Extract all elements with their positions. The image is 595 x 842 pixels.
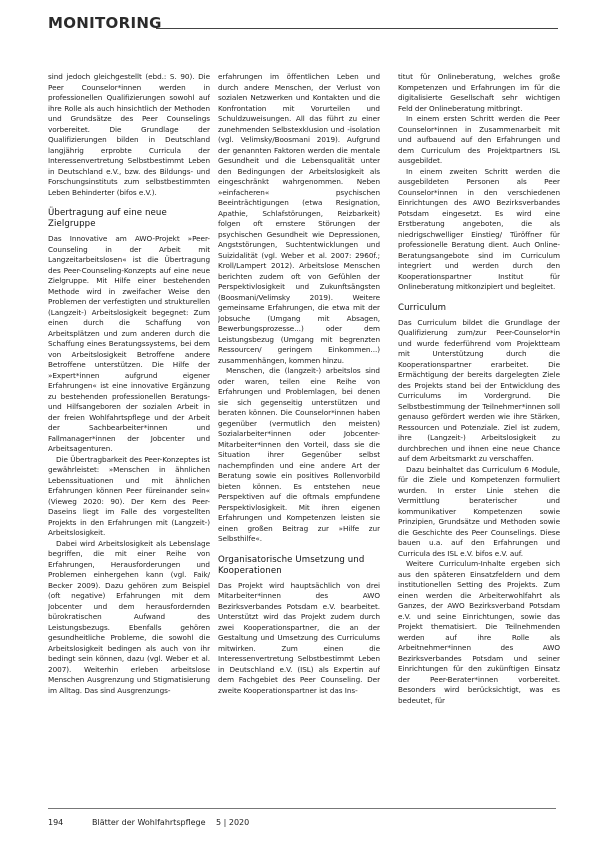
section-heading: Übertragung auf eine neue Zielgruppe xyxy=(48,208,167,229)
body-paragraph: erfahrungen im öffentlichen Leben und durch andere Menschen, der Verlust von sozialen Netzwerken und Kontakten und die Konfrontation mit Vorurteilen und Schuldzuweisungen. All das führt zu einer zunehmenden Selbstexklusion und -isolation (vgl. Velimsky/Boosmani 2019). Aufgrund der genannten Faktoren werden die mentale Gesundheit und die Lebensqualität unter den Bedingungen der Arbeitslosigkeit als eingeschränkt wahrgenommen. Neben »einfacheren« psychischen Beeinträchtigungen (etwa Resignation, Apathie, Schlafstörungen, Reizbarkeit) folgen oft ernstere Störungen der psychischen Gesundheit wie Depressionen, Angststörungen, Suchtentwicklungen und Suizidalität (vgl. Weber et al. 2007: 2960f.; Kroll/Lampert 2012). Arbeitslose Menschen berichten zudem oft von Gefühlen der Perspektivlosigkeit und Zukunftsängsten (Boosmani/Velimsky 2019). Weitere gemeinsame Erfahrungen, die etwa mit der Jobsuche (Umgang mit Absagen, Bewerbungsprozesse...) oder dem Leistungsbezug (Umgang mit begrenzten Ressourcen/ geringem Einkommen...) zusammenhängen, kommen hinzu. xyxy=(218,72,380,365)
body-paragraph: sind jedoch gleichgestellt (ebd.: S. 90). Die Peer Counselor*innen werden in professionellen Qualifizierungen sowohl auf ihre Rolle als auch hinsichtlich der Methoden und Grundsätze des Peer Counselings vorbereitet. Die Grundlage der Qualifizierungen bilden in Deutschland langjährig erprobte Curricula der Interessenvertretung Selbstbestimmt Leben in Deutschland e.V., bzw. des Bildungs- und Forschungsinstituts zum selbstbestimmten Leben Behinderter (bifos e.V.). xyxy=(48,72,210,197)
section-heading: Organisatorische Umsetzung und Kooperationen xyxy=(218,554,365,576)
body-paragraph: Das Curriculum bildet die Grundlage der Qualifizierung zum/zur Peer-Counselor*in und wurde federführend vom Projektteam mit Unterstützung durch die Kooperationspartner erarbeitet. Die Ermächtigung der bereits dargelegten Ziele des Projekts stand bei der Entwicklung des Curriculums im Vordergrund. Die Selbstbestimmung der Teilnehmer*innen soll genauso gefördert werden wie ihre Stärken, Ressourcen und Potenziale. Ziel ist zudem, ihre (Langzeit-) Arbeitslosigkeit zu durchbrechen und ihnen eine neue Chance auf dem Arbeitsmarkt zu verschaffen. xyxy=(398,317,560,463)
body-paragraph: Menschen, die (langzeit-) arbeitslos sind oder waren, teilen eine Reihe von Erfahrungen und Problemlagen, bei denen sie sich gegenseitig unterstützen und beraten können. Die Counselor*innen haben gegenüber (vermutlich den meisten) Sozialarbeiter*innen oder Jobcenter-Mitarbeiter*innen den Vorteil, dass sie die Situation ihrer Gegenüber selbst nachempfinden und eine andere Art der Beratung sowie ein positives Rollenvorbild bieten können. Es entstehen neue Perspektiven auf die oftmals empfundene Perspektivlosigkeit. Mit ihren eigenen Erfahrungen und Kompetenzen leisten sie einen großen Beitrag zur »Hilfe zur Selbsthilfe«. xyxy=(218,366,380,543)
header-rule xyxy=(156,28,558,29)
body-paragraph: Das Innovative am AWO-Projekt »Peer-Counseling in der Arbeit mit Langzeitarbeitslosen« ist die Übertragung des Peer-Counseling-Konzepts auf eine neue Zielgruppe. Mit Hilfe einer bestehenden Methode wird in zweifacher Weise den Problemen der verfestigten und strukturellen (Langzeit-) Arbeitslosigkeit begegnet: Zum einen durch die Schaffung von Arbeitsplätzen und zum anderen durch die Schaffung eines Beratungssystems, bei dem von Arbeitslosigkeit Betroffene andere Betroffene unterstützen. Die Hilfe der »Expert*innen aufgrund eigener Erfahrungen« ist eine innovative Ergänzung zu bestehenden professionellen Beratungs- und Hilfsangeboren der sozialen Arbeit in der freien Wohlfahrtspflege und der Arbeit der Sachbearbeiter*innen und Fallmanager*innen der Jobcenter und Arbeitsagenturen. xyxy=(48,234,210,453)
issue-number: 5 | 2020 xyxy=(216,818,250,827)
journal-name: Blätter der Wohlfahrtspflege xyxy=(92,818,206,827)
text-column-1 xyxy=(48,72,210,817)
text-column-2 xyxy=(218,72,380,817)
text-column-3 xyxy=(398,72,560,817)
body-paragraph: In einem ersten Schritt werden die Peer Counselor*innen in Zusammenarbeit mit und aufbauend auf den Erfahrungen und dem Curriculum des Projektpartners ISL ausgebildet. xyxy=(398,114,560,165)
page-footer xyxy=(0,808,595,842)
body-paragraph: In einem zweiten Schritt werden die ausgebildeten Personen als Peer Counselor*innen in den verschiedenen Einrichtungen des AWO Bezirksverbandes Potsdam eingesetzt. Es wird eine Erstberatung angeboten, die als niedrigschwelliger Einstieg/ Türöffner für professionelle Beratung dient. Auch Online-Beratungsangebote sind im Curriculum integriert und werden durch den Kooperationspartner Institut für Onlineberatung mitkonzipiert und begleitet. xyxy=(398,166,560,291)
page-number: 194 xyxy=(48,818,64,827)
body-paragraph: titut für Onlineberatung, welches große Kompetenzen und Erfahrungen im für die digitalisierte Gesellschaft sehr wichtigen Feld der Onlineberatung mitbringt. xyxy=(398,72,560,113)
body-paragraph: Dabei wird Arbeitslosigkeit als Lebenslage begriffen, die mit einer Reihe von Erfahrungen, Herausforderungen und Problemen einhergehen kann (vgl. Faik/ Becker 2009). Dazu gehören zum Beispiel (oft negative) Erfahrungen mit dem Jobcenter und dem herausfordernden bürokratischen Aufwand des Leistungsbezugs. Ebenfalls gehören gesundheitliche Probleme, die sowohl die Arbeitslosigkeit bedingen als auch von ihr bedingt sein können, dazu (vgl. Weber et al. 2007). Weiterhin erleben arbeitslose Menschen Ausgrenzung und Stigmatisierung im Alltag. Das sind Ausgrenzungs- xyxy=(48,538,210,695)
body-paragraph: Die Übertragbarkeit des Peer-Konzeptes ist gewährleistet: »Menschen in ähnlichen Lebenssituationen und mit ähnlichen Erfahrungen können Peer füreinander sein« (Vieweg 2020: 90). Der Kern des Peer-Daseins liegt im Falle des vorgestellten Projekts in den Erfahrungen mit (Langzeit-) Arbeitslosigkeit. xyxy=(48,454,210,537)
footer-rule xyxy=(48,808,556,809)
body-paragraph: Weitere Curriculum-Inhalte ergeben sich aus den späteren Einsatzfeldern und dem institutionellen Setting des Projekts. Zum einen werden die Arbeiterwohlfahrt als Ganzes, der AWO Bezirksverband Potsdam e.V. und seine Einrichtungen, sowie das Projekt thematisiert. Die Teilnehmenden werden auf ihre Rolle als Arbeitnehmer*innen des AWO Bezirksverbandes Potsdam und seiner Einrichtungen für den zukünftigen Einsatz der Peer-Berater*innen vorbereitet. Besonders wird berücksichtigt, was es bedeutet, für xyxy=(398,559,560,705)
section-title: MONITORING xyxy=(48,14,162,32)
body-paragraph: Dazu beinhaltet das Curriculum 6 Module, für die Ziele und Kompetenzen formuliert wurden. In erster Linie stehen die Vermittlung beraterischer und kommunikativer Kompetenzen sowie Prinzipien, Grundsätze und Methoden sowie die Geschichte des Peer Counselings. Diese bauen u.a. auf den Erfahrungen und Curricula des ISL e.V. bifos e.V. auf. xyxy=(398,464,560,558)
section-heading: Curriculum xyxy=(398,302,447,313)
body-paragraph: Das Projekt wird hauptsächlich von drei Mitarbeiter*innen des AWO Bezirksverbandes Potsdam e.V. bearbeitet. Unterstützt wird das Projekt zudem durch zwei Kooperationspartner, die an der Gestaltung und Umsetzung des Curriculums mitwirken. Zum einen die Interessenvertretung Selbstbestimmt Leben in Deutschland e.V. (ISL) als Expertin auf dem Fachgebiet des Peer Counseling. Der zweite Kooperationspartner ist das Ins- xyxy=(218,580,380,695)
